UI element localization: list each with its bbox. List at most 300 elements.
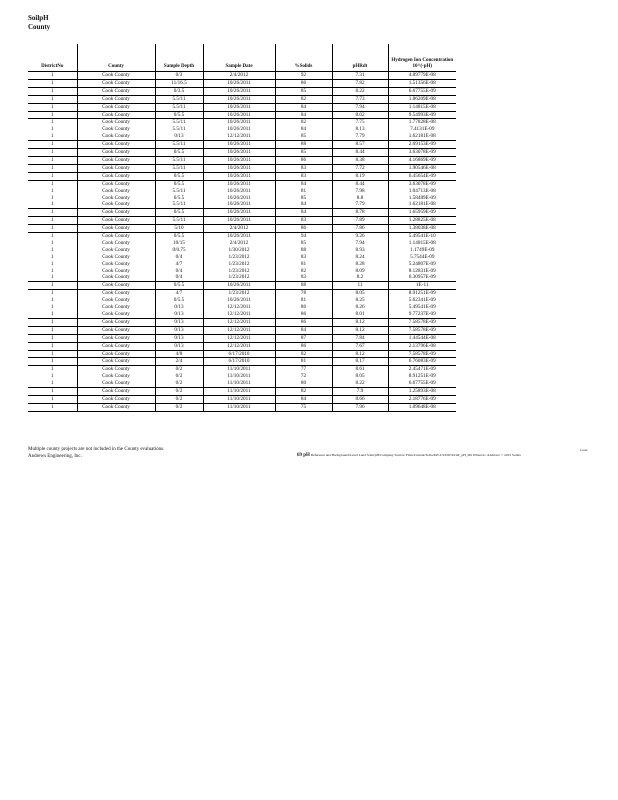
table-cell: 5.5/11: [155, 156, 203, 164]
table-cell: 10/26/2011: [203, 297, 275, 304]
table-cell: Cook County: [77, 297, 155, 304]
table-cell: 10/26/2011: [203, 119, 275, 126]
table-cell: 3.63078E-09: [388, 149, 456, 157]
table-cell: 12/12/2011: [203, 318, 275, 326]
table-cell: 10/26/2011: [203, 126, 275, 133]
table-cell: 8.66: [332, 395, 388, 403]
table-cell: 0/5.5: [155, 180, 203, 187]
table-cell: 9.54993E-09: [388, 111, 456, 119]
table-cell: 8.22: [332, 380, 388, 387]
table-header: [28, 44, 456, 72]
table-cell: 1: [50, 304, 54, 311]
table-cell: 85: [275, 87, 332, 95]
table-cell: 7.82: [332, 79, 388, 87]
table-cell: 0/2: [155, 380, 203, 387]
table-cell: 1: [28, 95, 77, 103]
table-cell: 7.58578E-09: [388, 318, 456, 326]
table-cell: 1: [50, 366, 54, 373]
table-cell: 8.09: [332, 268, 388, 275]
table-cell: 7.98: [332, 188, 388, 195]
table-cell: 8.24: [332, 254, 388, 261]
table-cell: 1: [28, 334, 77, 342]
table-cell: 1: [28, 342, 77, 350]
table-cell: 84: [275, 126, 332, 133]
table-cell: Cook County: [77, 334, 155, 342]
table-cell: 0/2: [155, 395, 203, 403]
table-row: [28, 366, 456, 373]
table-cell: 82: [275, 268, 332, 275]
table-cell: 5.5/11: [155, 95, 203, 103]
table-row: [28, 188, 456, 195]
table-cell: 0/3.5: [155, 87, 203, 95]
table-cell: 85: [275, 240, 332, 247]
table-cell: 7.89: [332, 217, 388, 225]
table-cell: 5.5/11: [155, 103, 203, 111]
table-cell: 7.94: [332, 240, 388, 247]
table-cell: 84: [275, 103, 332, 111]
table-cell: 8.12: [332, 350, 388, 358]
table-cell: 77: [275, 366, 332, 373]
column-header: pHRdt: [332, 44, 388, 72]
footer-page: 69 pH: [297, 453, 310, 458]
table-cell: 8.93: [332, 247, 388, 254]
table-cell: 1/30/2012: [203, 247, 275, 254]
table-cell: 8.17: [332, 358, 388, 366]
table-cell: Cook County: [77, 103, 155, 111]
table-cell: Cook County: [77, 233, 155, 240]
table-cell: 10/26/2011: [203, 282, 275, 290]
table-cell: Cook County: [77, 188, 155, 195]
table-cell: 86: [275, 342, 332, 350]
table-cell: 2.13796E-08: [388, 342, 456, 350]
table-row: [28, 403, 456, 411]
table-cell: 7.67: [332, 342, 388, 350]
table-row: [28, 254, 456, 261]
table-cell: Cook County: [77, 342, 155, 350]
table-cell: 0/3: [155, 72, 203, 80]
table-cell: 11: [332, 282, 388, 290]
table-cell: 84: [275, 209, 332, 217]
table-row: [28, 282, 456, 290]
table-cell: 11/10/2011: [203, 380, 275, 387]
table-cell: 2.18776E-09: [388, 395, 456, 403]
table-cell: 1: [50, 126, 54, 133]
table-cell: 8.12: [332, 318, 388, 326]
table-cell: 1/23/2012: [203, 254, 275, 261]
table-cell: 88: [275, 282, 332, 290]
table-cell: 5.5/11: [155, 217, 203, 225]
table-cell: 81: [275, 188, 332, 195]
table-cell: 10/26/2011: [203, 95, 275, 103]
table-row: [28, 334, 456, 342]
table-cell: Cook County: [77, 366, 155, 373]
table-cell: 94: [275, 233, 332, 240]
table-cell: 11/16.5: [155, 79, 203, 87]
table-cell: 0/5.5: [155, 149, 203, 157]
table-cell: 1: [28, 326, 77, 334]
table-cell: 2/4/2012: [203, 225, 275, 233]
table-cell: 1: [28, 79, 77, 87]
table-cell: Cook County: [77, 311, 155, 318]
table-cell: Cook County: [77, 195, 155, 202]
table-cell: 1.58489E-09: [388, 195, 456, 202]
table-cell: 11/10/2011: [203, 366, 275, 373]
table-cell: 86: [275, 156, 332, 164]
table-cell: 83: [275, 164, 332, 172]
table-row: [28, 103, 456, 111]
table-cell: 81: [275, 297, 332, 304]
table-row: [28, 172, 456, 180]
table-cell: 5.24807E-09: [388, 261, 456, 268]
table-cell: 7.4131E-09: [388, 126, 456, 133]
table-cell: 1.14815E-08: [388, 103, 456, 111]
table-cell: 4/7: [155, 290, 203, 297]
table-cell: 87: [275, 334, 332, 342]
table-cell: 10/26/2011: [203, 141, 275, 149]
table-cell: Cook County: [77, 79, 155, 87]
table-cell: 4.16869E-09: [388, 156, 456, 164]
table-cell: 8.78: [332, 209, 388, 217]
table-row: [28, 87, 456, 95]
table-cell: 10/26/2011: [203, 156, 275, 164]
table-row: [28, 156, 456, 164]
table-row: [28, 133, 456, 140]
table-row: [28, 261, 456, 268]
table-row: [28, 95, 456, 103]
table-cell: 2.69153E-09: [388, 141, 456, 149]
table-cell: 5/10: [155, 225, 203, 233]
table-row: [28, 247, 456, 254]
table-cell: 1: [50, 297, 54, 304]
table-cell: 78: [275, 290, 332, 297]
table-cell: 1: [28, 217, 77, 225]
table-cell: 2/4/2012: [203, 72, 275, 80]
table-cell: 8.57: [332, 141, 388, 149]
table-cell: Cook County: [77, 282, 155, 290]
table-cell: 1.04713E-08: [388, 188, 456, 195]
table-row: [28, 119, 456, 126]
table-row: [28, 72, 456, 80]
table-row: [28, 164, 456, 172]
table-cell: 10/26/2011: [203, 233, 275, 240]
table-cell: 86: [275, 79, 332, 87]
table-cell: 6/17/2010: [203, 358, 275, 366]
table-cell: 81: [275, 261, 332, 268]
table-cell: 5.5/11: [155, 164, 203, 172]
table-cell: 1.62181E-08: [388, 133, 456, 140]
table-row: [28, 373, 456, 380]
table-row: [28, 126, 456, 133]
table-cell: Cook County: [77, 156, 155, 164]
table-cell: Cook County: [77, 111, 155, 119]
table-cell: 1.09648E-08: [388, 403, 456, 411]
table-cell: 1: [50, 119, 54, 126]
table-cell: 0/13: [155, 318, 203, 326]
table-cell: 0/4: [155, 274, 203, 281]
table-cell: 8.2: [332, 274, 388, 281]
table-cell: 86: [275, 225, 332, 233]
table-cell: 8.19: [332, 172, 388, 180]
table-cell: 86: [275, 318, 332, 326]
table-cell: Cook County: [77, 149, 155, 157]
table-cell: 0/13: [155, 304, 203, 311]
table-cell: 11/10/2011: [203, 403, 275, 411]
table-cell: Cook County: [77, 274, 155, 281]
table-cell: 8.05: [332, 373, 388, 380]
table-cell: 82: [275, 119, 332, 126]
table-cell: 1/23/2012: [203, 290, 275, 297]
table-cell: 8.25: [332, 297, 388, 304]
table-row: [28, 274, 456, 281]
table-cell: 1: [28, 380, 77, 387]
table-row: [28, 297, 456, 304]
footer-note: Multiple county projects are not included in the County evaluations.: [28, 447, 165, 452]
table-cell: 6.67755E-09: [388, 380, 456, 387]
report-subtitle: County: [28, 23, 51, 31]
table-cell: 10/26/2011: [203, 201, 275, 208]
table-cell: 7.79: [332, 133, 388, 140]
table-cell: 82: [275, 350, 332, 358]
table-cell: 83: [275, 254, 332, 261]
column-header: Sample Date: [203, 44, 275, 72]
table-cell: Cook County: [77, 201, 155, 208]
table-cell: 1.65959E-09: [388, 209, 456, 217]
table-cell: 0/2: [155, 388, 203, 396]
table-row: [28, 380, 456, 387]
table-cell: Cook County: [77, 180, 155, 187]
table-cell: 2/4/2012: [203, 240, 275, 247]
table-cell: 1: [50, 246, 54, 253]
table-cell: Cook County: [77, 217, 155, 225]
footer-path: Soils/pH/Company Source: Files/Current/Soils/M/CCS/DW/D/AT_pH_Dtl Winston / Andrews © 2015 Soilex: [366, 453, 521, 457]
table-cell: 1: [28, 274, 77, 281]
table-cell: 12/12/2011: [203, 326, 275, 334]
table-cell: 12/12/2011: [203, 304, 275, 311]
table-cell: 10/26/2011: [203, 111, 275, 119]
table-row: [28, 311, 456, 318]
table-cell: 10/26/2011: [203, 87, 275, 95]
soil-ph-table: [28, 44, 456, 412]
table-cell: 4/7: [155, 261, 203, 268]
table-cell: 80: [275, 380, 332, 387]
table-cell: 7.31: [332, 72, 388, 80]
table-cell: Cook County: [77, 380, 155, 387]
table-cell: 6.67755E-09: [388, 87, 456, 95]
table-cell: 84: [275, 201, 332, 208]
table-cell: 1.25893E-08: [388, 388, 456, 396]
table-cell: 8.44: [332, 180, 388, 187]
report-header: [28, 14, 50, 32]
table-cell: 1.44544E-08: [388, 334, 456, 342]
table-cell: 10/26/2011: [203, 103, 275, 111]
table-cell: 0/5.5: [155, 209, 203, 217]
table-cell: 7.79: [332, 201, 388, 208]
table-cell: 1.14815E-08: [388, 240, 456, 247]
table-cell: 5.5/11: [155, 119, 203, 126]
table-row: [28, 290, 456, 297]
table-cell: 9.77237E-09: [388, 311, 456, 318]
soil-ph-table-container: [28, 44, 456, 412]
table-cell: Cook County: [77, 290, 155, 297]
table-cell: 85: [275, 133, 332, 140]
table-cell: 1: [50, 253, 54, 260]
table-cell: Cook County: [77, 326, 155, 334]
table-row: [28, 358, 456, 366]
table-cell: 10/26/2011: [203, 209, 275, 217]
table-cell: 88: [275, 141, 332, 149]
table-cell: Cook County: [77, 209, 155, 217]
table-cell: Cook County: [77, 172, 155, 180]
table-row: [28, 388, 456, 396]
table-cell: Cook County: [77, 254, 155, 261]
table-cell: 0/13: [155, 311, 203, 318]
table-cell: Cook County: [77, 225, 155, 233]
table-cell: Cook County: [77, 304, 155, 311]
table-cell: 8.01: [332, 311, 388, 318]
table-cell: 92: [275, 72, 332, 80]
table-cell: Cook County: [77, 373, 155, 380]
table-cell: 83: [275, 172, 332, 180]
table-cell: Cook County: [77, 268, 155, 275]
table-cell: 1.86209E-08: [388, 95, 456, 103]
table-cell: 1.28825E-08: [388, 217, 456, 225]
table-cell: Cook County: [77, 164, 155, 172]
table-cell: 7.75: [332, 119, 388, 126]
table-cell: 8.13: [332, 126, 388, 133]
table-cell: 83: [275, 274, 332, 281]
table-cell: Cook County: [77, 261, 155, 268]
column-header: Sample Depth: [155, 44, 203, 72]
table-cell: 0/0.75: [155, 247, 203, 254]
table-cell: 1.38038E-08: [388, 225, 456, 233]
table-cell: 11/10/2011: [203, 373, 275, 380]
table-cell: 86: [275, 311, 332, 318]
table-cell: 8.91251E-09: [388, 290, 456, 297]
table-row: [28, 304, 456, 311]
table-cell: 0/5.5: [155, 111, 203, 119]
footer-company: Andrews Engineering, Inc.: [28, 454, 82, 459]
table-cell: 2.45471E-09: [388, 366, 456, 373]
table-cell: 0/5.5: [155, 172, 203, 180]
table-cell: 1: [28, 311, 77, 318]
table-cell: Cook County: [77, 95, 155, 103]
table-cell: 81: [275, 358, 332, 366]
table-cell: 1: [28, 318, 77, 326]
table-cell: 1: [28, 395, 77, 403]
table-cell: 1: [28, 209, 77, 217]
table-cell: 6/17/2010: [203, 350, 275, 358]
table-cell: Cook County: [77, 133, 155, 140]
table-cell: 1: [28, 156, 77, 164]
table-body: [28, 72, 456, 412]
table-row: [28, 318, 456, 326]
table-cell: Cook County: [77, 403, 155, 411]
table-cell: 12/12/2011: [203, 334, 275, 342]
table-cell: 10/26/2011: [203, 164, 275, 172]
table-cell: 1: [28, 111, 77, 119]
table-cell: 1: [28, 149, 77, 157]
table-cell: Cook County: [77, 126, 155, 133]
table-cell: 4.89779E-08: [388, 72, 456, 80]
table-cell: 8.12: [332, 326, 388, 334]
report-title: SoilpH: [28, 14, 49, 22]
table-cell: 7.58578E-09: [388, 326, 456, 334]
table-cell: 1: [28, 282, 77, 290]
table-cell: 8.12831E-09: [388, 268, 456, 275]
table-cell: 3.63078E-09: [388, 180, 456, 187]
table-cell: 0/5.5: [155, 297, 203, 304]
table-cell: 5.49541E-09: [388, 304, 456, 311]
table-cell: 1: [50, 267, 54, 274]
table-cell: 5.5/11: [155, 141, 203, 149]
table-row: [28, 195, 456, 202]
table-cell: 10/26/2011: [203, 180, 275, 187]
table-cell: 12/12/2011: [203, 342, 275, 350]
table-cell: Cook County: [77, 72, 155, 80]
table-cell: 4/8: [155, 350, 203, 358]
table-cell: Cook County: [77, 141, 155, 149]
table-row: [28, 326, 456, 334]
table-cell: Cook County: [77, 395, 155, 403]
table-cell: 5.49541E-10: [388, 233, 456, 240]
table-cell: 1: [28, 133, 77, 140]
table-cell: 84: [275, 111, 332, 119]
table-cell: 5.5/11: [155, 201, 203, 208]
table-row: [28, 240, 456, 247]
table-row: [28, 225, 456, 233]
table-cell: 0/5.5: [155, 195, 203, 202]
footer-reference: [297, 453, 521, 458]
table-cell: 1: [28, 164, 77, 172]
table-cell: 82: [275, 388, 332, 396]
table-cell: 1E-11: [388, 282, 456, 290]
column-header: County: [77, 44, 155, 72]
table-cell: 0/2: [155, 366, 203, 373]
table-cell: 1/23/2012: [203, 261, 275, 268]
table-cell: 0/2: [155, 373, 203, 380]
table-cell: 10/26/2011: [203, 79, 275, 87]
table-cell: 12/12/2011: [203, 311, 275, 318]
table-cell: 88: [275, 247, 332, 254]
table-row: [28, 201, 456, 208]
table-cell: 0/4: [155, 268, 203, 275]
table-cell: 8.26: [332, 304, 388, 311]
table-cell: 8.91251E-09: [388, 373, 456, 380]
table-cell: 85: [275, 149, 332, 157]
table-cell: 0/13: [155, 334, 203, 342]
table-cell: Cook County: [77, 247, 155, 254]
table-cell: 5.5/11: [155, 126, 203, 133]
table-cell: 1: [28, 225, 77, 233]
table-cell: 7.94: [332, 103, 388, 111]
table-cell: Cook County: [77, 358, 155, 366]
table-cell: 7.58578E-09: [388, 350, 456, 358]
table-row: [28, 217, 456, 225]
table-row: [28, 395, 456, 403]
table-cell: Cook County: [77, 119, 155, 126]
table-cell: 1: [50, 180, 54, 187]
table-cell: 85: [275, 195, 332, 202]
table-row: [28, 342, 456, 350]
table-cell: 1: [28, 201, 77, 208]
table-cell: 1: [50, 260, 54, 267]
table-cell: 0/5.5: [155, 282, 203, 290]
table-cell: 7.86: [332, 225, 388, 233]
table-cell: Cook County: [77, 350, 155, 358]
table-cell: 84: [275, 326, 332, 334]
table-cell: 1.90546E-08: [388, 164, 456, 172]
column-header: %Solids: [275, 44, 332, 72]
